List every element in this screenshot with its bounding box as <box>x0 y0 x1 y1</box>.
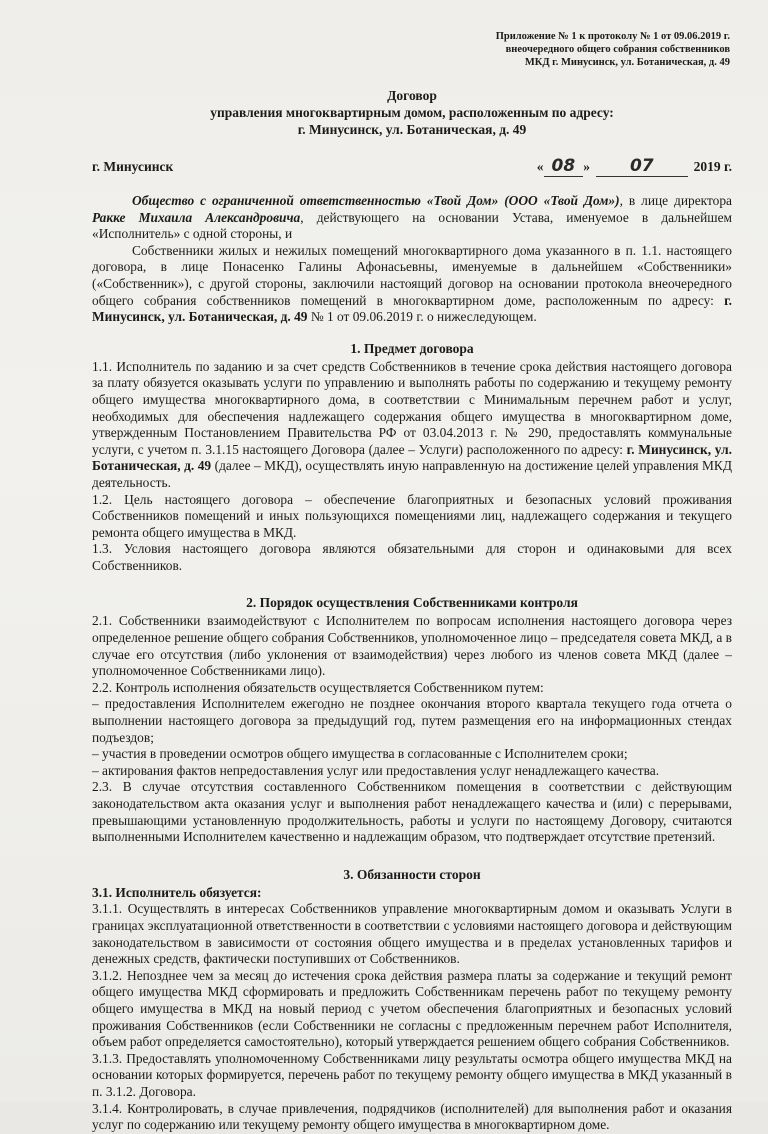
address: г. Минусинск, ул. Ботаническая, д. 49 <box>92 441 732 474</box>
date-close-quote: » <box>583 159 590 174</box>
annex-line-2: внеочередного общего собрания собственников <box>505 44 730 55</box>
title-line-1: Договор <box>387 88 437 103</box>
clause-3-1-heading: 3.1. Исполнитель обязуется: <box>92 884 262 900</box>
clause-3-1-3: 3.1.3. Предоставлять уполномоченному Собственниками лицу результаты осмотра общего имущества МКД на основании которых формируется, перечень работ по текущему ремонту общего имущества в МКД указанный в п. 3.1.2. Договора. <box>92 1050 732 1099</box>
bullet-item: – актирования фактов непредоставления услуг или предоставления услуг ненадлежащего качества. <box>92 762 660 778</box>
contract-date <box>537 156 732 177</box>
title-line-2: управления многоквартирным домом, расположенным по адресу: <box>210 105 614 120</box>
section-2-title: 2. Порядок осуществления Собственниками контроля <box>246 595 578 611</box>
document-title <box>92 87 732 138</box>
clause-3-1-1: 3.1.1. Осуществлять в интересах Собственников управление многоквартирным домом и оказывать Услуги в границах эксплуатационной ответственности в соответствии с условиями настоящего договора и действующим законодательством в зависимости от состояния общего имущества и в пределах установленных тарифов и денежных средств, фактически поступивших от Собственников. <box>92 901 732 967</box>
company-name: Общество с ограниченной ответственностью «Твой Дом» (ООО «Твой Дом») <box>132 193 620 208</box>
clause-2-3: 2.3. В случае отсутствия составленного Собственником помещения в соответствии с действующим законодательством акта оказания услуг и выполнения работ ненадлежащего качества и (или) с перерывами, превышающими установленную продолжительность, работы и услуги по настоящему Договору, считаются выполненными Исполнителем качественно и надлежащим образом, что подтверждает отсутствие претензий. <box>92 779 732 845</box>
address: г. Минусинск, ул. Ботаническая, д. 49 <box>92 292 732 325</box>
intro-text: , в лице директора <box>619 193 732 208</box>
intro-paragraph-2 <box>92 243 732 326</box>
clause-1-3: 1.3. Условия настоящего договора являются обязательными для сторон и одинаковыми для всех Собственников. <box>92 541 732 573</box>
date-year: 2019 г. <box>693 159 732 174</box>
annex-line-3: МКД г. Минусинск, ул. Ботаническая, д. 49 <box>524 57 730 68</box>
director-name: Ракке Михаила Александровича <box>92 209 301 225</box>
intro-text: , действующего на основании Устава, именуемое в дальнейшем «Исполнитель» с одной стороны, и <box>92 209 732 242</box>
clause-text: (далее – МКД), осуществлять иную направленную на достижение целей управления МКД деятельность. <box>92 458 733 490</box>
annex-line-1: Приложение № 1 к протоколу № 1 от 09.06.2019 г. <box>495 31 730 42</box>
bullet-item: – участия в проведении осмотров общего имущества в согласованные с Исполнителем сроки; <box>92 746 628 762</box>
clause-3-1-4: 3.1.4. Контролировать, в случае привлечения, подрядчиков (исполнителей) для выполнения работ и оказания услуг по содержанию или текущему ремонту общего имущества в многоквартирном доме. <box>92 1100 732 1133</box>
clause-1-1 <box>92 359 732 492</box>
title-line-3: г. Минусинск, ул. Ботаническая, д. 49 <box>297 122 527 137</box>
city: г. Минусинск <box>92 159 174 174</box>
section-1-title: 1. Предмет договора <box>350 340 474 356</box>
clause-2-2: 2.2. Контроль исполнения обязательств осуществляется Собственником путем: <box>92 679 544 695</box>
clause-1-2: 1.2. Цель настоящего договора – обеспечение благоприятных и безопасных условий проживания Собственников помещений и иных пользующихся помещениями лиц, надлежащего содержания и текущего ремонта общего имущества в МКД. <box>92 491 732 540</box>
intro <box>92 193 732 326</box>
city-date-line <box>92 156 732 177</box>
bullet-item: – предоставления Исполнителем ежегодно не позднее окончания второго квартала текущего года отчета о выполнении настоящего договора за предыдущий год, путем размещения его на информационных стендах подъездов; <box>92 696 732 745</box>
section-3-title: 3. Обязанности сторон <box>343 866 481 882</box>
date-month-handwritten: 07 <box>596 156 688 177</box>
intro-paragraph-1 <box>92 193 732 243</box>
date-day-handwritten: 08 <box>544 156 584 177</box>
intro-text: Собственники жилых и нежилых помещений многоквартирного дома указанного в п. 1.1. настоящего договора, в лице Понасенко Галины Афонасьевны, именуемые в дальнейшем «Собственники» («Собственник»), с другой стороны, заключили настоящий договор на основании протокола внеочередного общего собрания собственников помещений в многоквартирном доме, расположенным по адресу: <box>92 242 732 308</box>
date-open-quote: « <box>536 159 544 174</box>
intro-text: № 1 от 09.06.2019 г. о нижеследующем. <box>307 309 537 325</box>
clause-2-1: 2.1. Собственники взаимодействуют с Исполнителем по вопросам исполнения настоящего договора через определенное решение общего собрания Собственников, уполномоченное лицо – председателя совета МКД, а в случае его отсутствия (либо уклонения от взаимодействия) через любого из членов совета МКД (далее – уполномоченное Собственниками лицо). <box>92 613 732 679</box>
annex-header <box>92 30 730 69</box>
clause-3-1-2: 3.1.2. Непозднее чем за месяц до истечения срока действия размера платы за содержание и текущий ремонт общего имущества МКД сформировать и предложить Собственникам перечень работ по текущему ремонту общего имущества в МКД на новый период с учетом обеспечения благоприятных и безопасных условий проживания Собственников (если Собственники не согласны с предложенным перечнем работ Исполнителя, объем работ определяется самостоятельно), который утверждается решением общего собрания Собственников. <box>92 967 732 1050</box>
clause-text: 1.1. Исполнитель по заданию и за счет средств Собственников в течение срока действия настоящего договора за плату обязуется оказывать услуги по управлению и выполнять работы по содержанию и текущему ремонту общего имущества многоквартирного дома, в соответствии с Минимальным перечнем работ и услуг, необходимых для обеспечения надлежащего содержания общего имущества в многоквартирном доме, утвержденным Постановлением Правительства РФ от 03.04.2013 г. № 290, предоставлять коммунальные услуги, с учетом п. 3.1.15 настоящего Договора (далее – Услуги) расположенного по адресу: <box>92 358 732 457</box>
